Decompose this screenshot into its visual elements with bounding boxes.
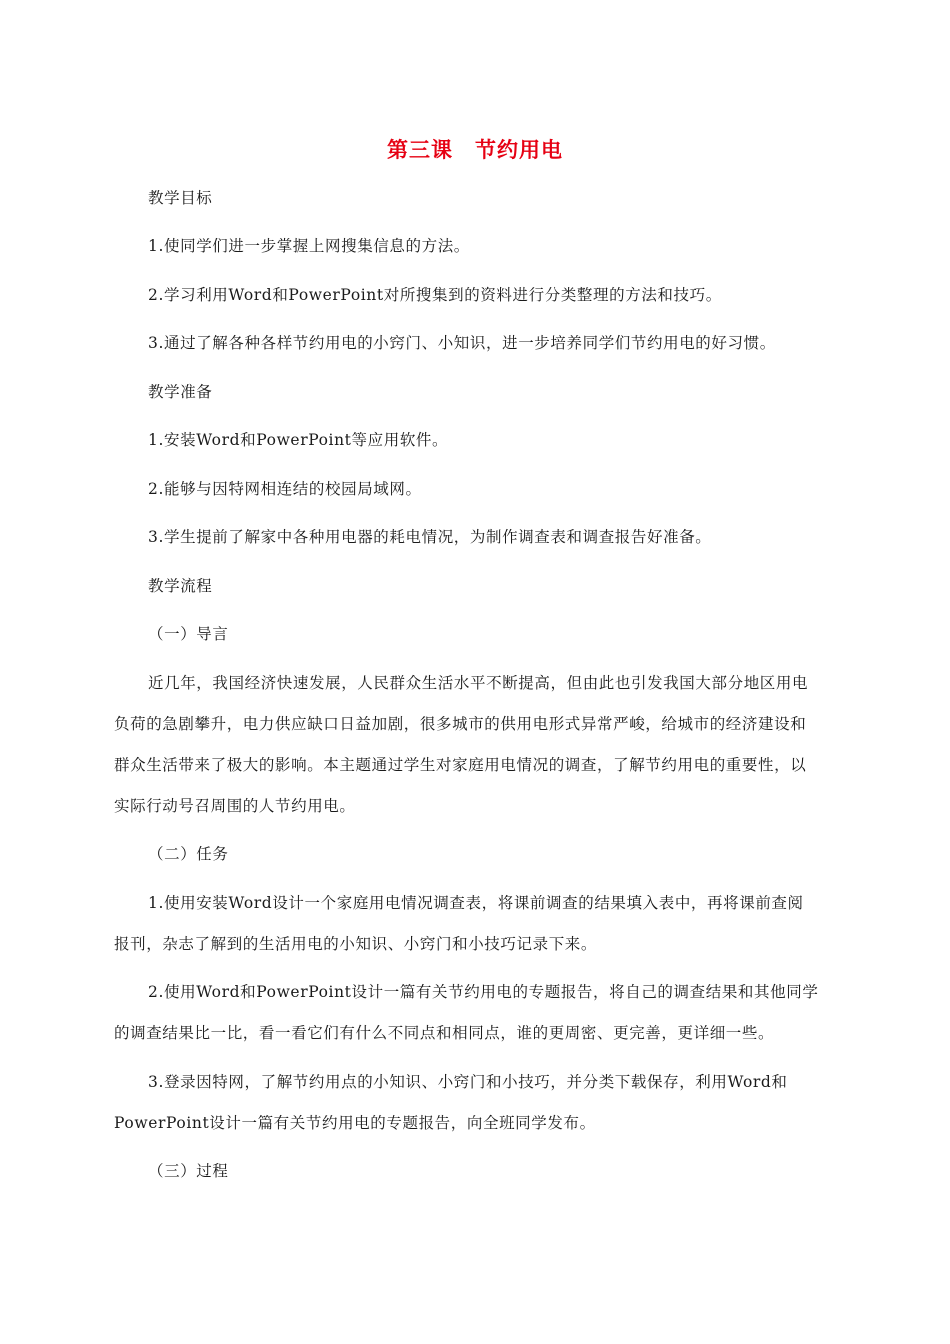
task-1-line: 报刊，杂志了解到的生活用电的小知识、小窍门和小技巧记录下来。 [114, 935, 598, 953]
section-heading-process: 教学流程 [148, 577, 213, 595]
task-3-line: PowerPoint设计一篇有关节约用电的专题报告，向全班同学发布。 [114, 1114, 596, 1132]
subsection-heading-intro: （一）导言 [148, 625, 229, 643]
intro-paragraph-line: 群众生活带来了极大的影响。本主题通过学生对家庭用电情况的调查，了解节约用电的重要性，以 [114, 756, 807, 774]
section-heading-preparation: 教学准备 [148, 383, 213, 401]
preparation-1: 1.安装Word和PowerPoint等应用软件。 [148, 431, 449, 449]
task-2-line: 2.使用Word和PowerPoint设计一篇有关节约用电的专题报告，将自己的调查结果和其他同学 [148, 983, 819, 1001]
preparation-3: 3.学生提前了解家中各种用电器的耗电情况，为制作调查表和调查报告好准备。 [148, 528, 712, 546]
objective-3: 3.通过了解各种各样节约用电的小窍门、小知识，进一步培养同学们节约用电的好习惯。 [148, 334, 776, 352]
objective-1: 1.使同学们进一步掌握上网搜集信息的方法。 [148, 237, 470, 255]
subsection-heading-procedure: （三）过程 [148, 1162, 229, 1180]
intro-paragraph-line: 实际行动号召周围的人节约用电。 [114, 797, 356, 815]
document-title: 第三课 节约用电 [387, 138, 563, 162]
intro-paragraph-line: 近几年，我国经济快速发展，人民群众生活水平不断提高，但由此也引发我国大部分地区用电 [148, 674, 809, 692]
task-2-line: 的调查结果比一比，看一看它们有什么不同点和相同点，谁的更周密、更完善，更详细一些。 [114, 1024, 775, 1042]
subsection-heading-tasks: （二）任务 [148, 845, 229, 863]
preparation-2: 2.能够与因特网相连结的校园局域网。 [148, 480, 422, 498]
objective-2: 2.学习利用Word和PowerPoint对所搜集到的资料进行分类整理的方法和技巧。 [148, 286, 722, 304]
task-3-line: 3.登录因特网，了解节约用点的小知识、小窍门和小技巧，并分类下载保存，利用Word和 [148, 1073, 788, 1091]
task-1-line: 1.使用安装Word设计一个家庭用电情况调查表，将课前调查的结果填入表中，再将课前查阅 [148, 894, 804, 912]
section-heading-objectives: 教学目标 [148, 189, 213, 207]
intro-paragraph-line: 负荷的急剧攀升，电力供应缺口日益加剧，很多城市的供用电形式异常严峻，给城市的经济建设和 [114, 715, 807, 733]
